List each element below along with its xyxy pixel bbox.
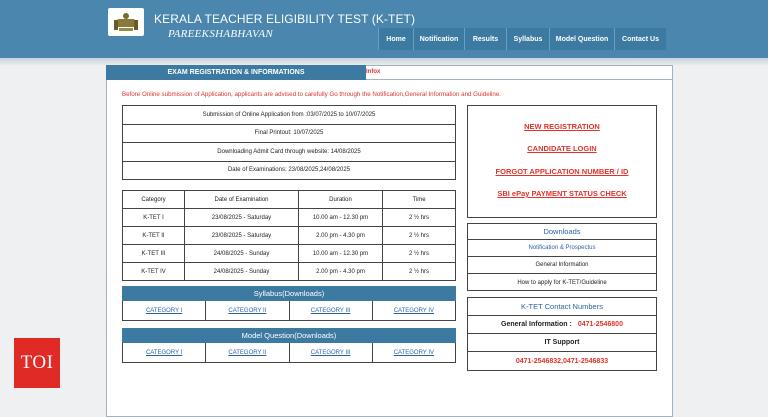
contact-title: K-TET Contact Numbers xyxy=(467,297,657,316)
syllabus-category-3-link[interactable]: CATEGORY III xyxy=(290,301,373,320)
notification-prospectus-link[interactable]: Notification & Prospectus xyxy=(467,240,657,257)
model-question-downloads-bar: Model Question(Downloads) xyxy=(122,328,456,343)
date-row: Final Printout: 10/07/2025 xyxy=(123,124,456,143)
info-text: Infox xyxy=(366,69,381,75)
model-question-category-3-link[interactable]: CATEGORY III xyxy=(290,343,373,362)
cell-duration: 10.00 am - 12.30 pm xyxy=(299,209,383,227)
cell-time: 2 ½ hrs xyxy=(383,263,456,281)
col-header-date: Date of Examination xyxy=(185,191,299,209)
table-row xyxy=(123,263,456,281)
model-question-category-2-link[interactable]: CATEGORY II xyxy=(206,343,289,362)
cell-category: K-TET II xyxy=(123,227,185,245)
it-support-numbers: 0471-2546832,0471-2546833 xyxy=(515,357,609,365)
cell-time: 2 ½ hrs xyxy=(383,245,456,263)
registration-info-strip xyxy=(366,65,673,80)
cell-duration: 2.00 pm - 4.30 pm xyxy=(299,263,383,281)
syllabus-category-row xyxy=(122,301,456,321)
cell-date: 24/08/2025 - Sunday xyxy=(185,263,299,281)
registration-title-bar: EXAM REGISTRATION & INFORMATIONS xyxy=(106,65,366,80)
general-info-label: General Information : xyxy=(501,321,572,328)
general-information-link[interactable]: General Information xyxy=(467,257,657,274)
nav-home[interactable]: Home xyxy=(378,28,413,50)
cell-category: K-TET III xyxy=(123,245,185,263)
new-registration-link[interactable]: NEW REGISTRATION xyxy=(524,122,600,131)
important-dates-table xyxy=(122,105,456,180)
downloads-title: Downloads xyxy=(467,223,657,240)
site-title: KERALA TEACHER ELIGIBILITY TEST (K-TET) xyxy=(154,12,416,26)
it-support-title: IT Support xyxy=(467,334,657,352)
how-to-apply-link[interactable]: How to apply for K-TET/Guideline xyxy=(517,279,607,286)
nav-model-question[interactable]: Model Question xyxy=(549,28,614,50)
model-question-category-1-link[interactable]: CATEGORY I xyxy=(123,343,206,362)
table-row xyxy=(123,227,456,245)
col-header-category: Category xyxy=(123,191,185,209)
sbi-epay-status-link[interactable]: SBI ePay PAYMENT STATUS CHECK xyxy=(497,189,627,198)
cell-date: 23/08/2025 - Saturday xyxy=(185,227,299,245)
nav-results[interactable]: Results xyxy=(464,28,506,50)
nav-syllabus[interactable]: Syllabus xyxy=(506,28,549,50)
general-info-number: 0471-2546800 xyxy=(577,321,623,328)
site-subtitle: PAREEKSHABHAVAN xyxy=(168,28,273,40)
forgot-application-number-link[interactable]: FORGOT APPLICATION NUMBER / ID xyxy=(495,167,629,176)
cell-time: 2 ½ hrs xyxy=(383,227,456,245)
date-row: Downloading Admit Card through website: 14/08/2025 xyxy=(123,143,456,162)
model-question-category-4-link[interactable]: CATEGORY IV xyxy=(393,349,435,356)
col-header-time: Time xyxy=(383,191,456,209)
candidate-login-link[interactable]: CANDIDATE LOGIN xyxy=(527,144,597,153)
syllabus-category-4-link[interactable]: CATEGORY IV xyxy=(393,307,435,314)
cell-category: K-TET IV xyxy=(123,263,185,281)
nav-notification[interactable]: Notification xyxy=(413,28,464,50)
exam-schedule-table xyxy=(122,190,456,281)
syllabus-category-1-link[interactable]: CATEGORY I xyxy=(123,301,206,320)
general-info-contact-row xyxy=(467,316,657,334)
cell-category: K-TET I xyxy=(123,209,185,227)
date-row: Submission of Online Application from :03/07/2025 to 10/07/2025 xyxy=(123,106,456,125)
cell-date: 24/08/2025 - Sunday xyxy=(185,245,299,263)
cell-duration: 10.00 am - 12.30 pm xyxy=(299,245,383,263)
cell-date: 23/08/2025 - Saturday xyxy=(185,209,299,227)
notice-text: Before Online submission of Application, applicants are advised to carefully Go through the Notification,General Information and Guideline. xyxy=(122,91,502,98)
table-row xyxy=(123,245,456,263)
syllabus-category-2-link[interactable]: CATEGORY II xyxy=(206,301,289,320)
kerala-emblem-icon xyxy=(108,8,144,36)
date-row: Date of Examinations: 23/08/2025,24/08/2025 xyxy=(123,161,456,180)
table-row xyxy=(123,209,456,227)
cell-time: 2 ½ hrs xyxy=(383,209,456,227)
nav-contact-us[interactable]: Contact Us xyxy=(614,28,666,50)
syllabus-downloads-bar: Syllabus(Downloads) xyxy=(122,286,456,301)
model-question-category-row xyxy=(122,343,456,363)
toi-logo: TOI xyxy=(14,338,60,388)
cell-duration: 2.00 pm - 4.30 pm xyxy=(299,227,383,245)
col-header-duration: Duration xyxy=(299,191,383,209)
